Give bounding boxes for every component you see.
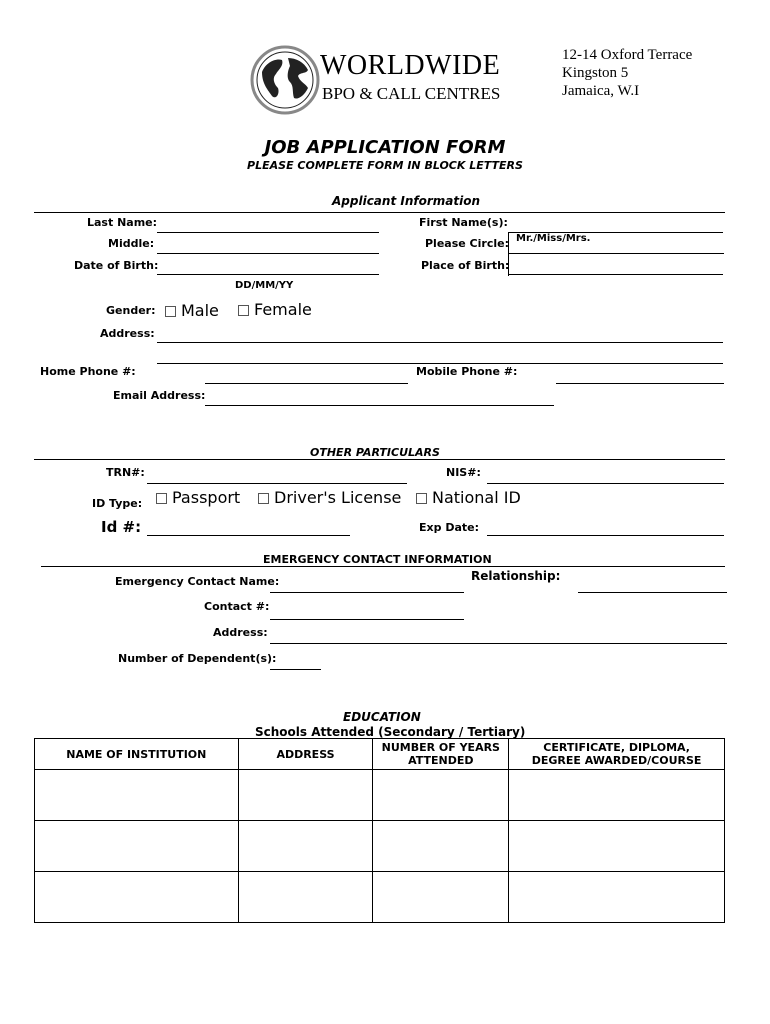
table-cell[interactable]: [35, 821, 239, 872]
table-cell[interactable]: [35, 872, 239, 923]
company-address: [562, 46, 692, 100]
id-type-drivers-license-option[interactable]: [258, 488, 401, 507]
emergency-address-input[interactable]: [270, 631, 727, 644]
email-label: Email Address:: [113, 389, 206, 402]
id-type-national-id-label: National ID: [432, 488, 521, 507]
address-input-line-2[interactable]: [157, 351, 723, 364]
table-cell[interactable]: [238, 872, 373, 923]
section-heading-applicant: Applicant Information: [332, 194, 480, 208]
first-name-label: First Name(s):: [419, 216, 508, 229]
form-subtitle: PLEASE COMPLETE FORM IN BLOCK LETTERS: [247, 159, 523, 172]
table-cell[interactable]: [373, 872, 509, 923]
address-input-line-1[interactable]: [157, 330, 723, 343]
checkbox-icon[interactable]: [258, 493, 269, 504]
checkbox-icon[interactable]: [238, 305, 249, 316]
company-logo: [248, 44, 523, 116]
table-cell[interactable]: [35, 770, 239, 821]
dob-format-hint: DD/MM/YY: [235, 280, 294, 291]
emergency-name-label: Emergency Contact Name:: [115, 575, 280, 588]
checkbox-icon[interactable]: [165, 306, 176, 317]
place-of-birth-label: Place of Birth:: [421, 259, 510, 272]
address-label: Address:: [100, 327, 155, 340]
emergency-contact-label: Contact #:: [204, 600, 270, 613]
globe-icon: [248, 44, 322, 116]
company-name: WORLDWIDE: [320, 50, 501, 81]
emergency-contact-input[interactable]: [270, 607, 464, 620]
id-type-national-id-option[interactable]: [416, 488, 521, 507]
section-divider: [34, 459, 725, 460]
table-header-row: [35, 739, 725, 770]
table-cell[interactable]: [509, 770, 725, 821]
relationship-input[interactable]: [578, 580, 727, 593]
home-phone-label: Home Phone #:: [40, 365, 136, 378]
address-line: Kingston 5: [562, 65, 629, 81]
section-heading-other: OTHER PARTICULARS: [310, 446, 440, 459]
section-divider: [41, 566, 725, 567]
exp-date-label: Exp Date:: [419, 521, 479, 534]
checkbox-icon[interactable]: [156, 493, 167, 504]
emergency-address-label: Address:: [213, 626, 268, 639]
form-title: JOB APPLICATION FORM: [264, 137, 506, 158]
gender-label: Gender:: [106, 304, 156, 317]
id-number-label: Id #:: [101, 518, 142, 536]
trn-label: TRN#:: [106, 466, 145, 479]
dob-input[interactable]: [157, 262, 379, 275]
home-phone-input[interactable]: [205, 371, 408, 384]
id-type-passport-option[interactable]: [156, 488, 240, 507]
table-cell[interactable]: [373, 821, 509, 872]
gender-male-label: Male: [181, 301, 219, 320]
table-cell[interactable]: [373, 770, 509, 821]
relationship-label: Relationship:: [471, 569, 561, 583]
nis-input[interactable]: [487, 471, 724, 484]
gender-male-option[interactable]: [165, 301, 219, 320]
last-name-input[interactable]: [157, 220, 379, 233]
section-heading-education: EDUCATION: [343, 710, 421, 724]
trn-input[interactable]: [147, 471, 407, 484]
id-type-label: ID Type:: [92, 497, 143, 510]
company-subtitle: BPO & CALL CENTRES: [322, 84, 501, 103]
checkbox-icon[interactable]: [416, 493, 427, 504]
title-options-box[interactable]: [508, 232, 724, 254]
table-row: [35, 872, 725, 923]
table-cell[interactable]: [238, 821, 373, 872]
section-divider: [34, 212, 725, 213]
last-name-label: Last Name:: [87, 216, 158, 229]
column-header: NAME OF INSTITUTION: [35, 739, 239, 770]
address-line: Jamaica, W.I: [562, 83, 640, 99]
id-type-passport-label: Passport: [172, 488, 241, 507]
table-cell[interactable]: [509, 821, 725, 872]
dependents-input[interactable]: [270, 657, 321, 670]
section-heading-emergency: EMERGENCY CONTACT INFORMATION: [263, 553, 492, 566]
email-input[interactable]: [205, 393, 554, 406]
column-header: CERTIFICATE, DIPLOMA, DEGREE AWARDED/COURSE: [509, 739, 725, 770]
middle-label: Middle:: [108, 237, 155, 250]
please-circle-label: Please Circle:: [425, 237, 509, 250]
id-type-drivers-license-label: Driver's License: [274, 488, 402, 507]
id-number-input[interactable]: [147, 523, 350, 536]
title-options: Mr./Miss/Mrs.: [516, 233, 591, 244]
dob-label: Date of Birth:: [74, 259, 159, 272]
exp-date-input[interactable]: [487, 523, 724, 536]
place-of-birth-box-edge: [508, 254, 509, 276]
table-row: [35, 770, 725, 821]
place-of-birth-input[interactable]: [508, 262, 723, 275]
column-header: NUMBER OF YEARS ATTENDED: [373, 739, 509, 770]
mobile-phone-label: Mobile Phone #:: [416, 365, 518, 378]
education-table: [34, 738, 725, 923]
education-subheading: Schools Attended (Secondary / Tertiary): [255, 725, 526, 739]
nis-label: NIS#:: [446, 466, 481, 479]
column-header: ADDRESS: [238, 739, 373, 770]
middle-name-input[interactable]: [157, 241, 379, 254]
table-row: [35, 821, 725, 872]
emergency-name-input[interactable]: [270, 580, 464, 593]
address-line: 12-14 Oxford Terrace: [562, 47, 693, 63]
gender-female-option[interactable]: [238, 300, 312, 319]
gender-female-label: Female: [254, 300, 312, 319]
table-cell[interactable]: [509, 872, 725, 923]
table-cell[interactable]: [238, 770, 373, 821]
dependents-label: Number of Dependent(s):: [118, 652, 277, 665]
mobile-phone-input[interactable]: [556, 371, 724, 384]
